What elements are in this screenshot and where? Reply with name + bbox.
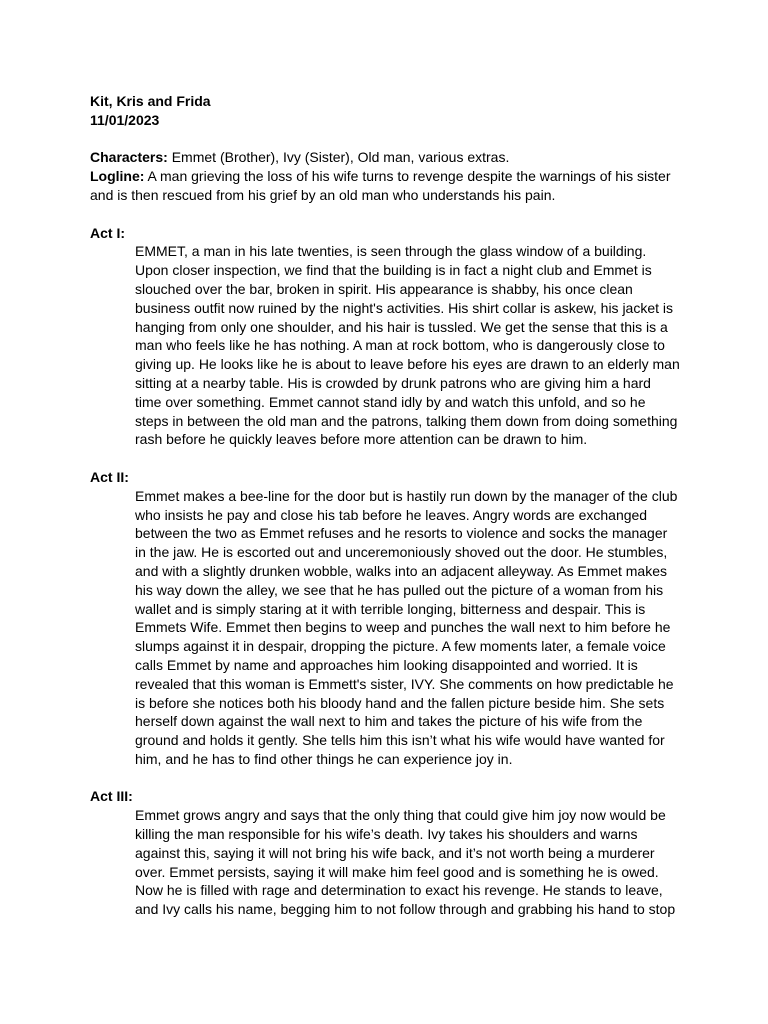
logline-paragraph (90, 167, 680, 205)
document-content (90, 92, 680, 919)
act-3-section (90, 787, 680, 919)
spacer (90, 205, 680, 224)
date-line: 11/01/2023 (90, 111, 160, 128)
act-3-body: Emmet grows angry and says that the only thing that could give him joy now would be killing the man responsible for his wife’s death. Ivy takes his shoulders and warns against this, saying it will not bring his wife back, and it’s not worth being a murderer over. Emmet persists, saying it will make him feel good and is something he is owed. Now he is filled with rage and determination to exact his revenge. He stands to leave, and Ivy calls his name, begging him to not follow through and grabbing his hand to stop (135, 807, 676, 918)
act-1-section (90, 224, 680, 450)
characters-text: Emmet (Brother), Ivy (Sister), Old man, various extras. (167, 149, 510, 166)
act-2-title: Act II: (90, 468, 129, 485)
spacer (90, 769, 680, 788)
act-2-section (90, 468, 680, 769)
characters-label: Characters: (90, 149, 168, 166)
act-2-body: Emmet makes a bee-line for the door but is hastily run down by the manager of the club who insists he pay and close his tab before he leaves. Angry words are exchanged between the two as Emmet refuses and he resorts to violence and socks the manager in the jaw. He is escorted out and unceremoniously shoved out the door. He stumbles, and with a slightly drunken wobble, walks into an adjacent alleyway. As Emmet makes his way down the alley, we see that he has pulled out the picture of a woman from his wallet and is simply staring at it with terrible longing, bitterness and despair. This is Emmets Wife. Emmet then begins to weep and punches the wall next to him before he slumps against it in despair, dropping the picture. A few moments later, a female voice calls Emmet by name and approaches him looking disappointed and worried. It is revealed that this woman is Emmett's sister, IVY. She comments on how predictable he is before she notices both his bloody hand and the fallen picture beside him. She sets herself down against the wall next to him and takes the picture of his wife from the ground and holds it gently. She tells him this isn’t what his wife would have wanted for him, and he has to find other things he can experience joy in. (135, 487, 678, 767)
authors-line: Kit, Kris and Frida (90, 93, 211, 109)
spacer (90, 130, 680, 149)
spacer (90, 449, 680, 468)
characters-line (90, 148, 680, 167)
act-1-title: Act I: (90, 224, 125, 241)
act-3-title: Act III: (90, 788, 133, 805)
logline-label: Logline: (90, 168, 145, 185)
logline-text: A man grieving the loss of his wife turns to revenge despite the warnings of his sister and is then rescued from his grief by an old man who understands his pain. (90, 168, 671, 203)
act-1-body: EMMET, a man in his late twenties, is seen through the glass window of a building. Upon closer inspection, we find that the building is in fact a night club and Emmet is slouched over the bar, broken in spirit. His appearance is shabby, his once clean business outfit now ruined by the night's activities. His shirt collar is askew, his jacket is hanging from only one shoulder, and his hair is tussled. We get the sense that this is a man who feels like he has nothing. A man at rock bottom, who is dangerously close to giving up. He looks like he is about to leave before his eyes are drawn to an elderly man sitting at a nearby table. His is crowded by drunk patrons who are giving him a hard time over something. Emmet cannot stand idly by and watch this unfold, and so he steps in between the old man and the patrons, talking them down from doing something rash before he quickly leaves before more attention can be drawn to him. (135, 243, 680, 448)
